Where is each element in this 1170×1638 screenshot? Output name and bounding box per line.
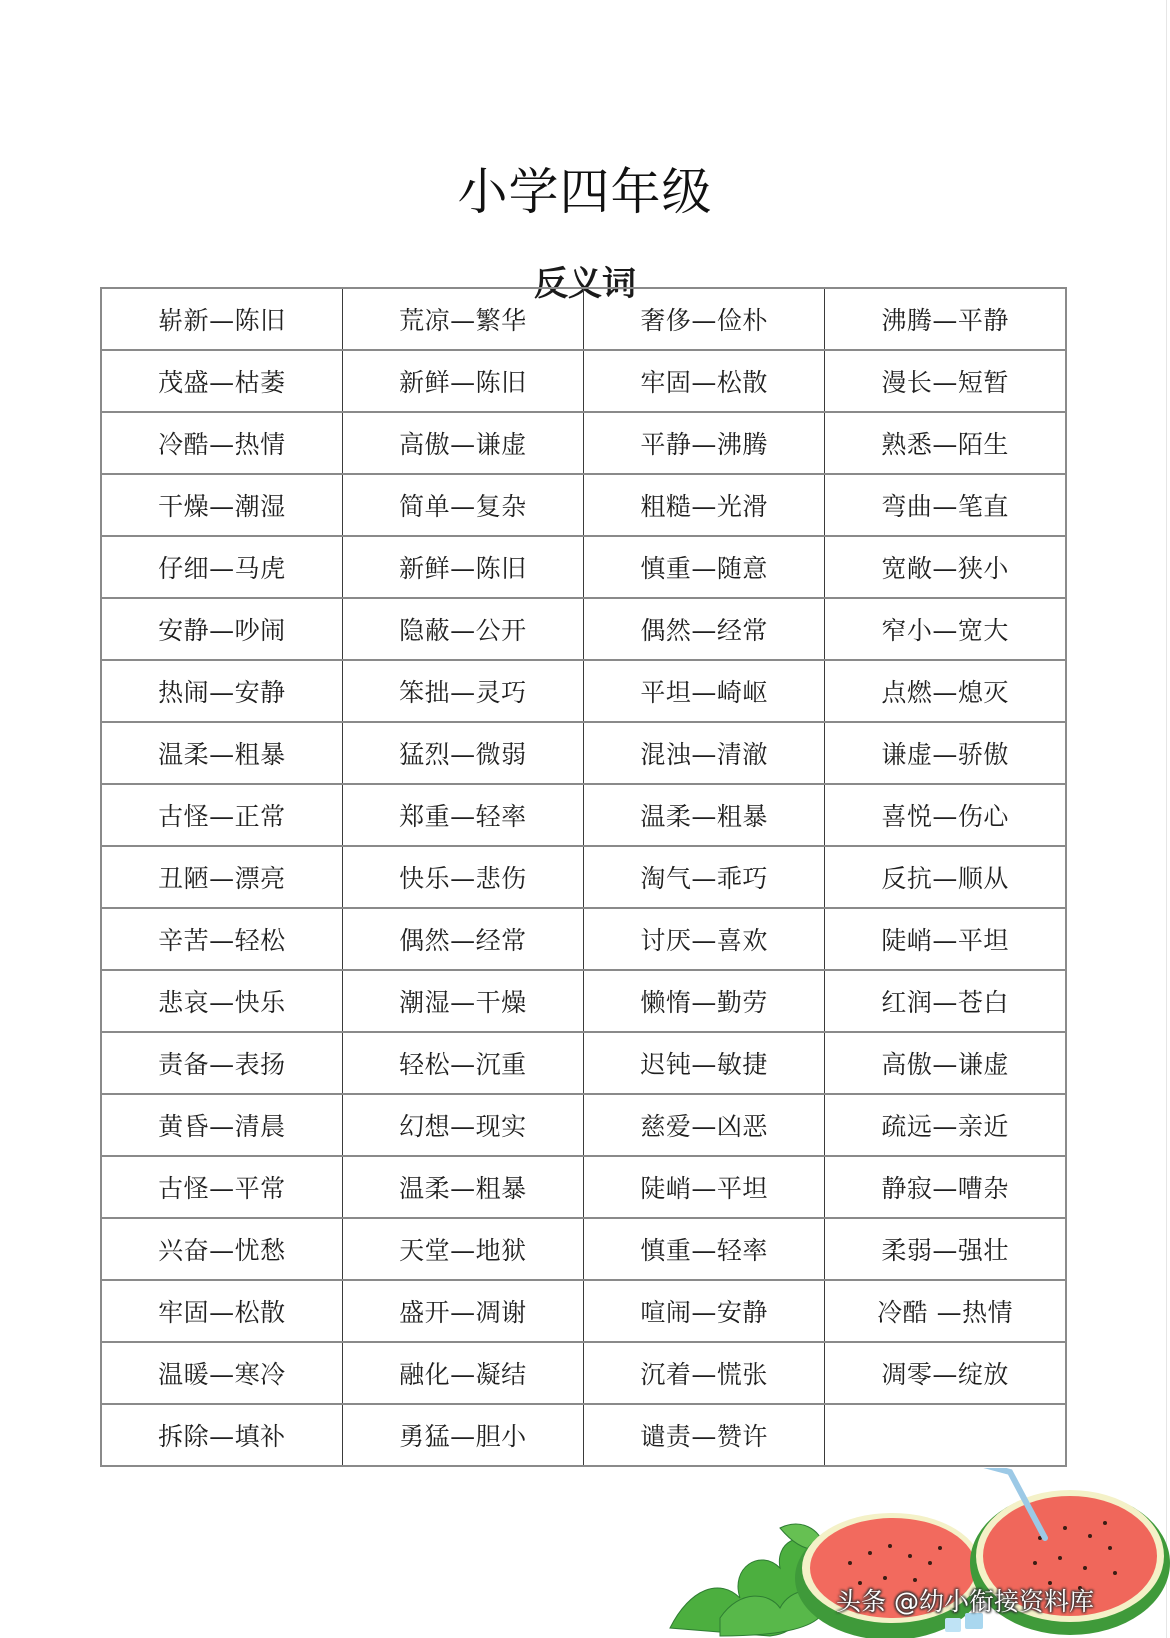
antonym-pair-cell: 黄昏—清晨 <box>101 1094 342 1156</box>
antonym-pair-cell: 沸腾—平静 <box>825 288 1066 350</box>
antonym-pair-cell: 猛烈—微弱 <box>342 722 583 784</box>
table-row <box>101 908 1066 970</box>
antonym-pair-cell: 谦虚—骄傲 <box>825 722 1066 784</box>
antonym-pair-cell: 勇猛—胆小 <box>342 1404 583 1466</box>
antonym-pair-cell: 粗糙—光滑 <box>584 474 825 536</box>
antonym-pair-cell: 反抗—顺从 <box>825 846 1066 908</box>
table-row <box>101 350 1066 412</box>
antonym-pair-cell: 新鲜—陈旧 <box>342 350 583 412</box>
antonym-pair-cell: 兴奋—忧愁 <box>101 1218 342 1280</box>
table-row <box>101 536 1066 598</box>
table-row <box>101 722 1066 784</box>
table-row <box>101 1280 1066 1342</box>
table-row <box>101 1342 1066 1404</box>
antonym-pair-cell: 温柔—粗暴 <box>101 722 342 784</box>
section-title: 反义词 <box>534 264 636 305</box>
antonym-pair-cell: 荒凉—繁华 <box>342 288 583 350</box>
antonym-pair-cell: 古怪—平常 <box>101 1156 342 1218</box>
antonym-pair-cell: 热闹—安静 <box>101 660 342 722</box>
antonym-pair-cell: 弯曲—笔直 <box>825 474 1066 536</box>
antonym-pair-cell: 辛苦—轻松 <box>101 908 342 970</box>
antonym-pair-cell: 偶然—经常 <box>584 598 825 660</box>
antonym-pair-cell: 冷酷 —热情 <box>825 1280 1066 1342</box>
table-row <box>101 412 1066 474</box>
antonym-pair-cell: 慎重—轻率 <box>584 1218 825 1280</box>
table-row <box>101 1032 1066 1094</box>
antonym-pair-cell: 古怪—正常 <box>101 784 342 846</box>
table-row <box>101 598 1066 660</box>
antonym-pair-cell: 新鲜—陈旧 <box>342 536 583 598</box>
antonym-pair-cell: 仔细—马虎 <box>101 536 342 598</box>
antonym-pair-cell: 熟悉—陌生 <box>825 412 1066 474</box>
antonym-pair-cell: 高傲—谦虚 <box>825 1032 1066 1094</box>
antonym-pair-cell: 慈爱—凶恶 <box>584 1094 825 1156</box>
antonym-pair-cell: 温柔—粗暴 <box>342 1156 583 1218</box>
antonym-pair-cell: 沉着—慌张 <box>584 1342 825 1404</box>
antonym-pair-cell: 高傲—谦虚 <box>342 412 583 474</box>
table-row <box>101 288 1066 350</box>
antonym-pair-cell: 丑陋—漂亮 <box>101 846 342 908</box>
page-title: 小学四年级 <box>457 162 713 221</box>
antonym-pair-cell: 平坦—崎岖 <box>584 660 825 722</box>
antonym-pair-cell: 牢固—松散 <box>584 350 825 412</box>
antonym-pair-cell: 茂盛—枯萎 <box>101 350 342 412</box>
antonym-table <box>100 287 1067 1467</box>
antonym-pair-cell: 凋零—绽放 <box>825 1342 1066 1404</box>
table-row <box>101 846 1066 908</box>
antonym-pair-cell: 漫长—短暂 <box>825 350 1066 412</box>
antonym-pair-cell: 混浊—清澈 <box>584 722 825 784</box>
antonym-pair-cell <box>825 1404 1066 1466</box>
antonym-pair-cell: 悲哀—快乐 <box>101 970 342 1032</box>
antonym-pair-cell: 柔弱—强壮 <box>825 1218 1066 1280</box>
table-row <box>101 1156 1066 1218</box>
antonym-pair-cell: 慎重—随意 <box>584 536 825 598</box>
table-row <box>101 474 1066 536</box>
antonym-pair-cell: 冷酷—热情 <box>101 412 342 474</box>
antonym-pair-cell: 点燃—熄灭 <box>825 660 1066 722</box>
antonym-pair-cell: 拆除—填补 <box>101 1404 342 1466</box>
antonym-pair-cell: 郑重—轻率 <box>342 784 583 846</box>
antonym-pair-cell: 陡峭—平坦 <box>825 908 1066 970</box>
antonym-pair-cell: 淘气—乖巧 <box>584 846 825 908</box>
antonym-pair-cell: 温暖—寒冷 <box>101 1342 342 1404</box>
antonym-pair-cell: 简单—复杂 <box>342 474 583 536</box>
table-row <box>101 1094 1066 1156</box>
antonym-pair-cell: 讨厌—喜欢 <box>584 908 825 970</box>
antonym-pair-cell: 快乐—悲伤 <box>342 846 583 908</box>
watermark: 头条 @幼小衔接资料库 <box>836 1587 1094 1616</box>
antonym-pair-cell: 牢固—松散 <box>101 1280 342 1342</box>
antonym-pair-cell: 喜悦—伤心 <box>825 784 1066 846</box>
antonym-pair-cell: 迟钝—敏捷 <box>584 1032 825 1094</box>
antonym-pair-cell: 红润—苍白 <box>825 970 1066 1032</box>
table-row <box>101 784 1066 846</box>
antonym-pair-cell: 平静—沸腾 <box>584 412 825 474</box>
antonym-pair-cell: 隐蔽—公开 <box>342 598 583 660</box>
antonym-pair-cell: 崭新—陈旧 <box>101 288 342 350</box>
antonym-pair-cell: 宽敞—狭小 <box>825 536 1066 598</box>
antonym-pair-cell: 疏远—亲近 <box>825 1094 1066 1156</box>
antonym-pair-cell: 融化—凝结 <box>342 1342 583 1404</box>
antonym-pair-cell: 盛开—凋谢 <box>342 1280 583 1342</box>
antonym-pair-cell: 天堂—地狱 <box>342 1218 583 1280</box>
antonym-pair-cell: 偶然—经常 <box>342 908 583 970</box>
table-row <box>101 1404 1066 1466</box>
page-edge-line <box>1166 0 1167 1638</box>
antonym-pair-cell: 喧闹—安静 <box>584 1280 825 1342</box>
table-row <box>101 970 1066 1032</box>
antonym-pair-cell: 幻想—现实 <box>342 1094 583 1156</box>
antonym-pair-cell: 谴责—赞许 <box>584 1404 825 1466</box>
antonym-pair-cell: 责备—表扬 <box>101 1032 342 1094</box>
antonym-pair-cell: 潮湿—干燥 <box>342 970 583 1032</box>
table-row <box>101 1218 1066 1280</box>
antonym-pair-cell: 干燥—潮湿 <box>101 474 342 536</box>
antonym-pair-cell: 陡峭—平坦 <box>584 1156 825 1218</box>
antonym-pair-cell: 笨拙—灵巧 <box>342 660 583 722</box>
antonym-pair-cell: 静寂—嘈杂 <box>825 1156 1066 1218</box>
antonym-pair-cell: 懒惰—勤劳 <box>584 970 825 1032</box>
table-row <box>101 660 1066 722</box>
antonym-pair-cell: 轻松—沉重 <box>342 1032 583 1094</box>
antonym-pair-cell: 窄小—宽大 <box>825 598 1066 660</box>
antonym-pair-cell: 温柔—粗暴 <box>584 784 825 846</box>
antonym-pair-cell: 奢侈—俭朴 <box>584 288 825 350</box>
antonym-pair-cell: 安静—吵闹 <box>101 598 342 660</box>
